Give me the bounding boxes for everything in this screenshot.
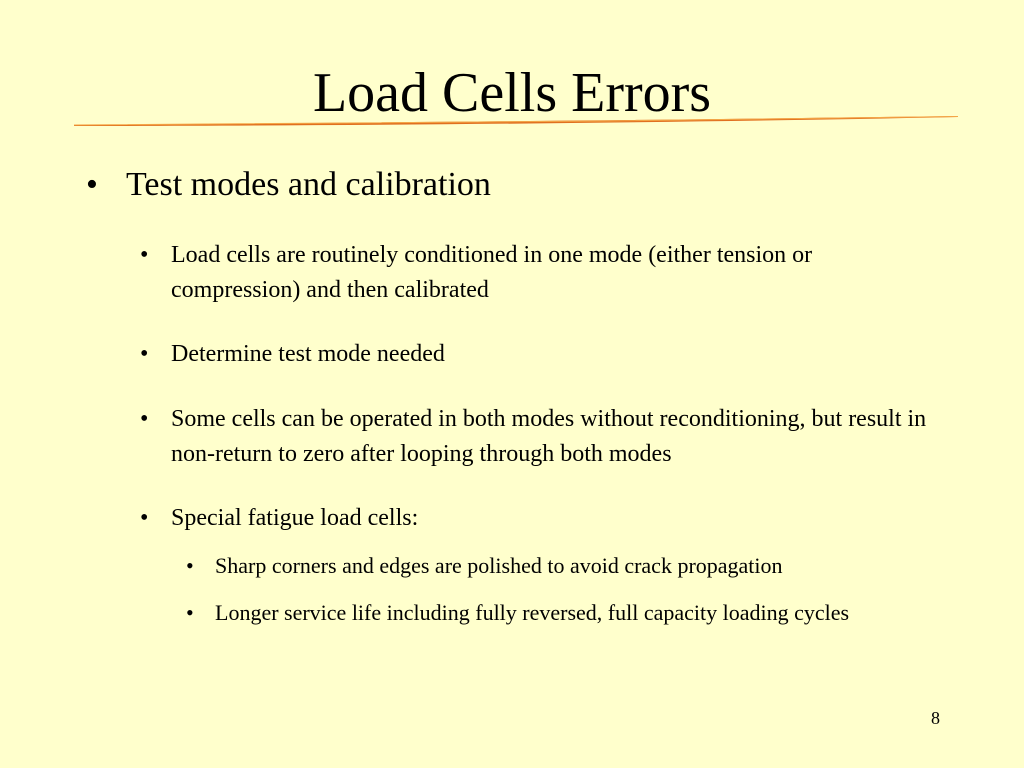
bullet-marker: • [140,406,149,432]
sub-bullet-text: Some cells can be operated in both modes without reconditioning, but result in non-return to zero after looping through both modes [171,406,927,467]
sub-sub-bullet-text: Sharp corners and edges are polished to avoid crack propagation [215,553,783,578]
page-number: 8 [931,708,940,728]
bullet-marker: • [140,341,149,367]
sub-bullet [140,501,940,536]
bullet-marker: • [186,600,194,625]
main-bullet-text: Test modes and calibration [126,166,491,203]
sub-sub-bullet-text: Longer service life including fully reversed, full capacity loading cycles [215,600,850,625]
sub-sub-bullet [186,598,986,628]
sub-bullet [140,402,940,472]
bullet-marker: • [186,553,194,578]
sub-bullet-text: Determine test mode needed [171,341,445,367]
sub-bullet [140,337,940,372]
bullet-marker: • [86,166,98,203]
sub-bullet-text: Special fatigue load cells: [171,505,419,531]
bullet-marker: • [140,505,149,531]
bullet-marker: • [140,242,149,268]
sub-sub-bullet [186,551,986,581]
sub-bullet-text: Load cells are routinely conditioned in one mode (either tension or compression) and then calibrated [171,242,813,303]
slide-title: Load Cells Errors [312,62,712,124]
main-bullet [86,164,491,206]
sub-bullet [140,238,940,308]
